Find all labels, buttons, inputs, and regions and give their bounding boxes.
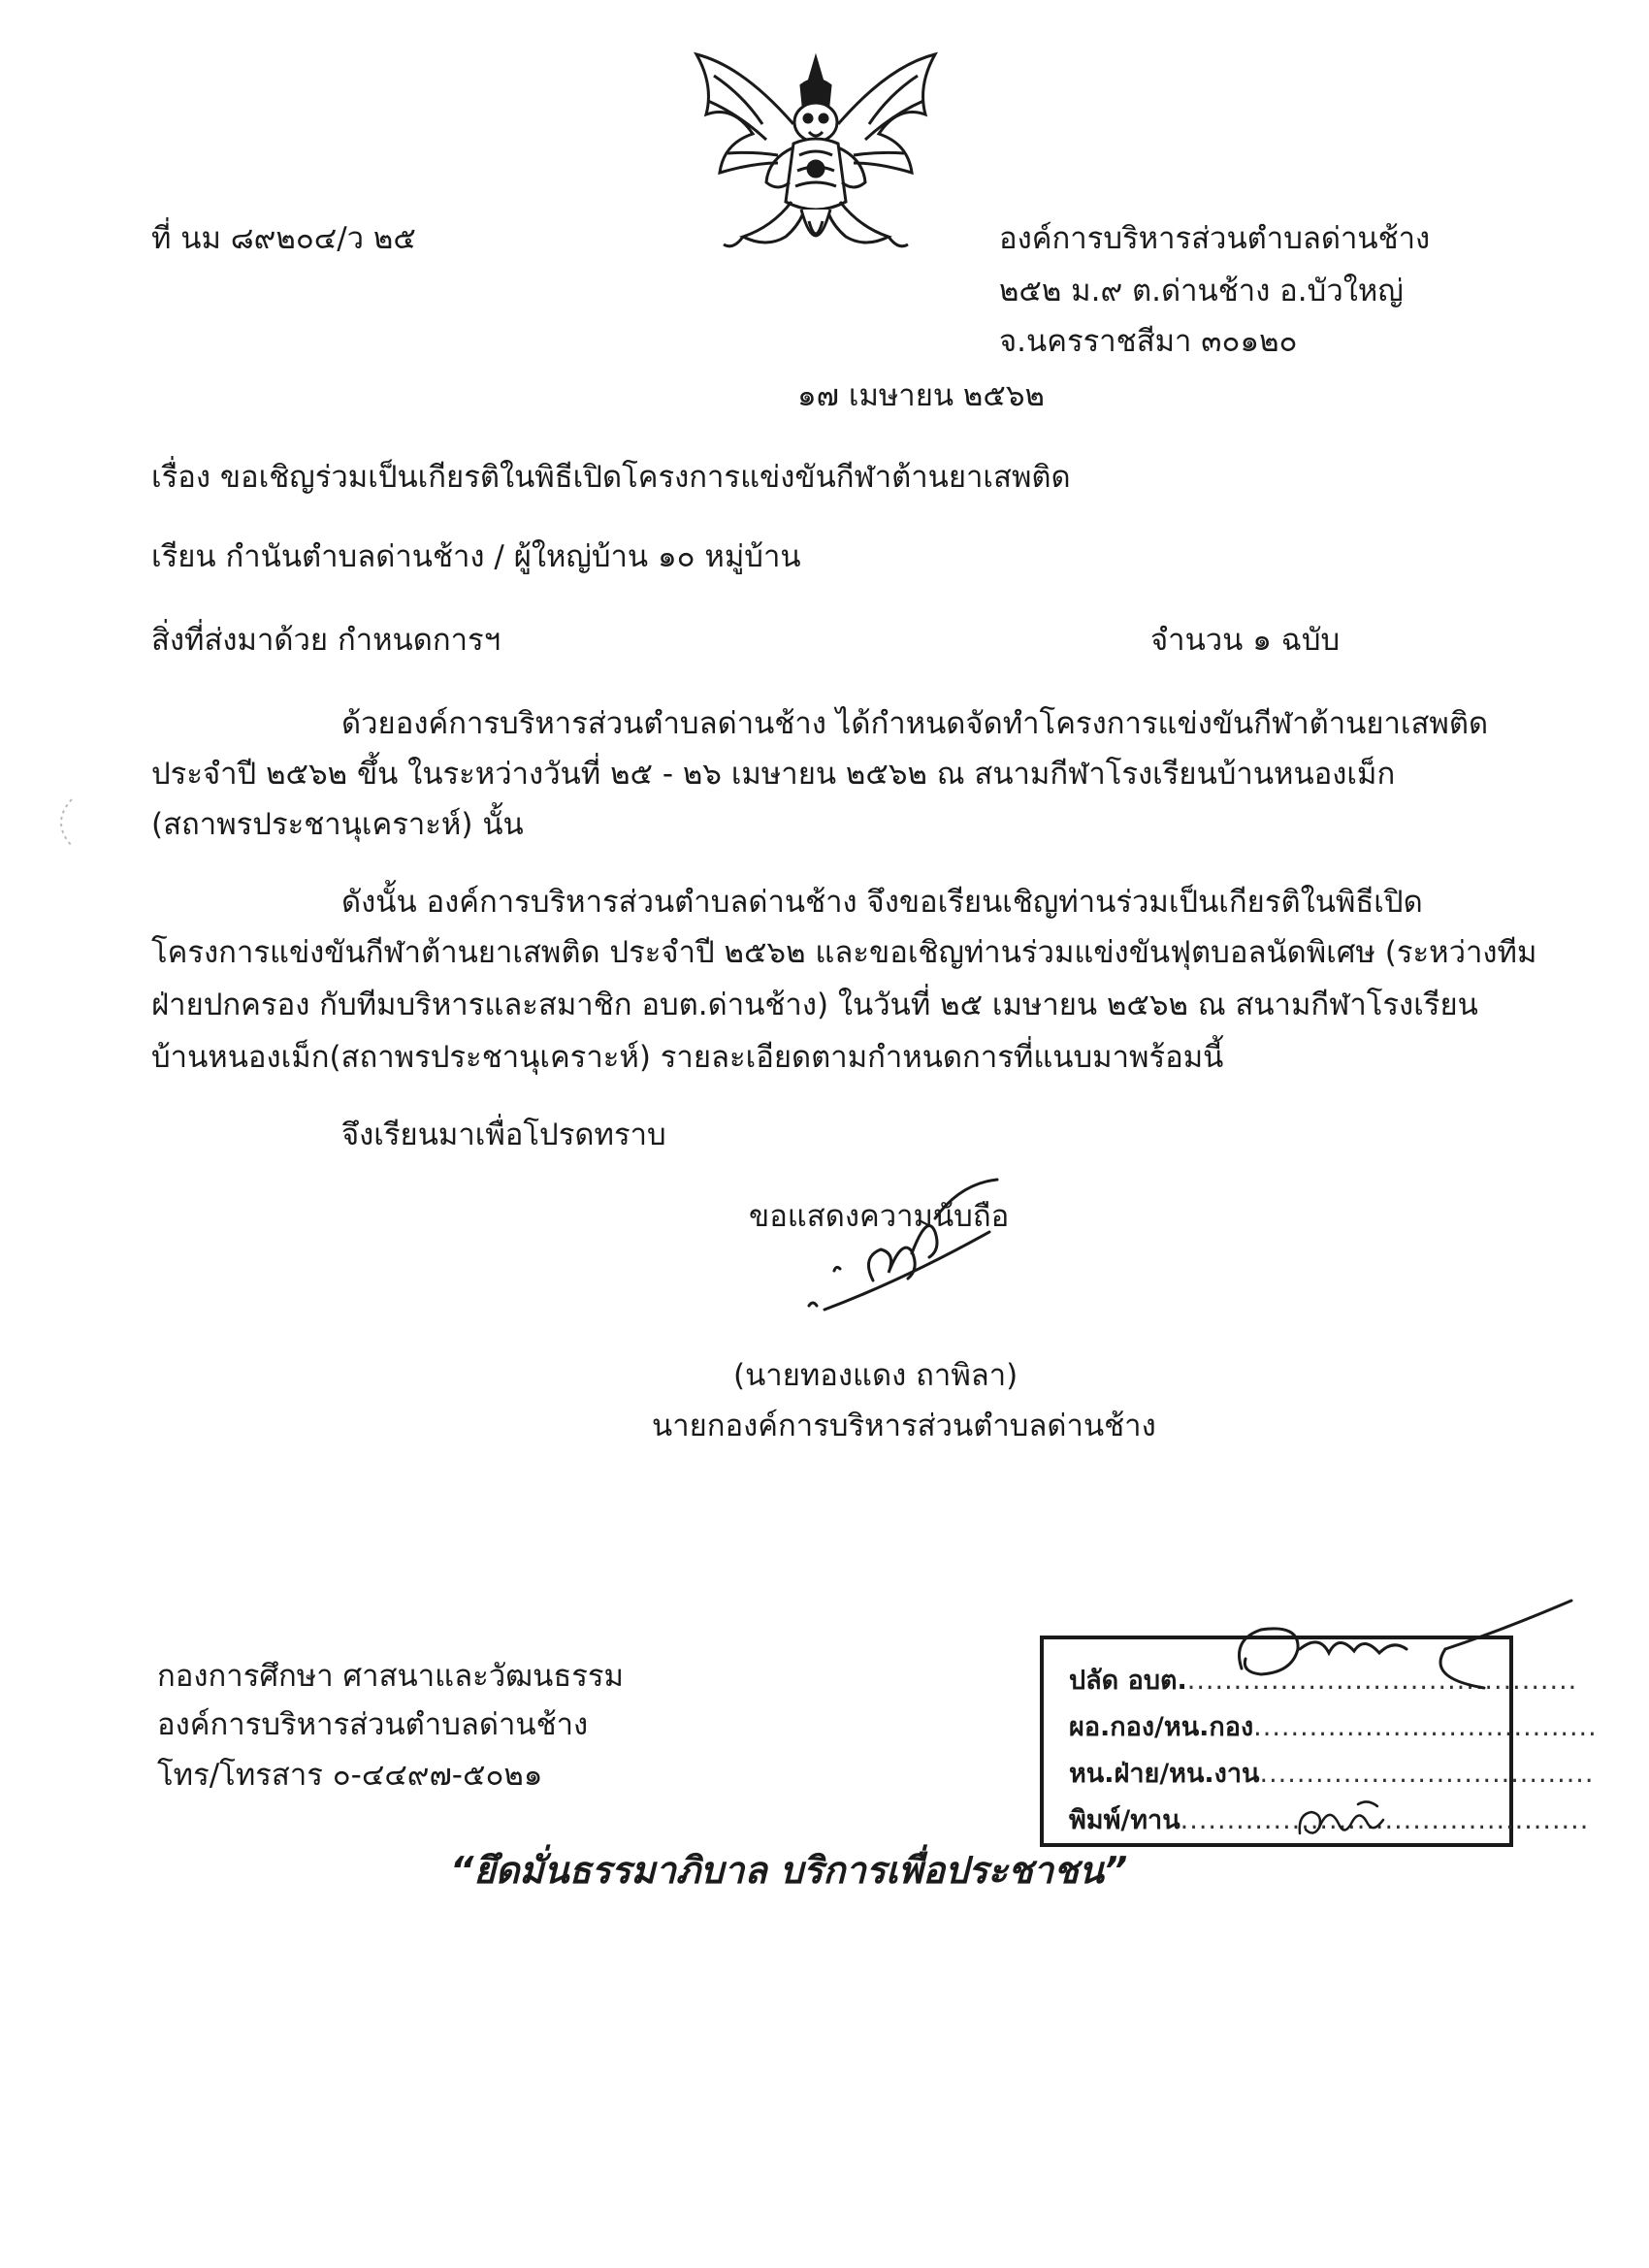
document-date: ๑๗ เมษายน ๒๕๖๒ [797, 378, 1045, 413]
footer-phone: โทร/โทรสาร ๐-๔๔๙๗-๕๐๒๑ [157, 1758, 543, 1793]
scan-hole-mark [43, 794, 101, 852]
recipient-line: เรียน กำนันตำบลด่านช้าง / ผู้ใหญ่บ้าน ๑๐ หมู่บ้าน [151, 539, 801, 574]
signer-position: นายกองค์การบริหารส่วนตำบลด่านช้าง [652, 1409, 1156, 1443]
stamp-row-label: หน.ฝ่าย/หน.งาน [1069, 1759, 1260, 1789]
enclosure-line: สิ่งที่ส่งมาด้วย กำหนดการฯ [151, 623, 501, 658]
body-para2-line1: ดังนั้น องค์การบริหารส่วนตำบลด่านช้าง จึงขอเรียนเชิญท่านร่วมเป็นเกียรติในพิธีเปิด [341, 885, 1423, 920]
footer-department: กองการศึกษา ศาสนาและวัฒนธรรม [157, 1659, 624, 1694]
sender-address-line2: จ.นครราชสีมา ๓๐๑๒๐ [999, 324, 1298, 359]
slogan: “ยึดมั่นธรรมาภิบาล บริการเพื่อประชาชน” [450, 1849, 1128, 1892]
body-para2-line2: โครงการแข่งขันกีฬาต้านยาเสพติด ประจำปี ๒๕๖๒ และขอเชิญท่านร่วมแข่งขันฟุตบอลนัดพิเศษ (ระหว่างทีม [151, 935, 1537, 970]
stamp-row-label: พิมพ์/ทาน [1069, 1805, 1180, 1835]
stamp-row-division-head [1069, 1705, 1598, 1747]
handwritten-initials-typist [1290, 1795, 1397, 1849]
body-para2-line3: ฝ่ายปกครอง กับทีมบริหารและสมาชิก อบต.ด่านช้าง) ในวันที่ ๒๕ เมษายน ๒๕๖๒ ณ สนามกีฬาโรงเรียน [151, 988, 1478, 1022]
stamp-row-dots: ............................................ [1180, 1805, 1590, 1835]
subject-line: เรื่อง ขอเชิญร่วมเป็นเกียรติในพิธีเปิดโครงการแข่งขันกีฬาต้านยาเสพติด [151, 460, 1071, 495]
handwritten-initials-deputy [1203, 1591, 1591, 1707]
body-para1-line2: ประจำปี ๒๕๖๒ ขึ้น ในระหว่างวันที่ ๒๕ - ๒๖ เมษายน ๒๕๖๒ ณ สนามกีฬาโรงเรียนบ้านหนองเม็ก [151, 757, 1396, 792]
footer-org: องค์การบริหารส่วนตำบลด่านช้าง [157, 1707, 589, 1742]
regards-text: ขอแสดงความนับถือ [749, 1199, 1010, 1234]
body-para1-line1: ด้วยองค์การบริหารส่วนตำบลด่านช้าง ได้กำหนดจัดทำโครงการแข่งขันกีฬาต้านยาเสพติด [341, 706, 1489, 741]
stamp-row-label: ผอ.กอง/หน.กอง [1069, 1712, 1254, 1742]
stamp-row-label: ปลัด อบต. [1069, 1666, 1187, 1696]
closing-line: จึงเรียนมาเพื่อโปรดทราบ [341, 1118, 666, 1152]
signer-name: (นายทองแดง ถาพิลา) [733, 1358, 1018, 1393]
enclosure-count: จำนวน ๑ ฉบับ [1150, 623, 1341, 658]
sender-address-line1: ๒๕๒ ม.๙ ต.ด่านช้าง อ.บัวใหญ่ [999, 274, 1404, 308]
handwritten-signature [766, 1164, 1057, 1358]
stamp-row-dots: .......................................... [1186, 1666, 1578, 1696]
stamp-row-section-head [1069, 1752, 1594, 1794]
reference-number: ที่ นม ๘๙๒๐๔/ว ๒๕ [151, 221, 416, 256]
stamp-row-dots: ..................................... [1253, 1712, 1598, 1742]
sender-org-name: องค์การบริหารส่วนตำบลด่านช้าง [999, 221, 1431, 256]
garuda-emblem [685, 47, 947, 272]
body-para1-line3: (สถาพรประชานุเคราะห์) นั้น [151, 807, 524, 842]
stamp-row-dots: .................................... [1259, 1759, 1595, 1789]
body-para2-line4: บ้านหนองเม็ก(สถาพรประชานุเคราะห์) รายละเอียดตามกำหนดการที่แนบมาพร้อมนี้ [151, 1040, 1224, 1075]
